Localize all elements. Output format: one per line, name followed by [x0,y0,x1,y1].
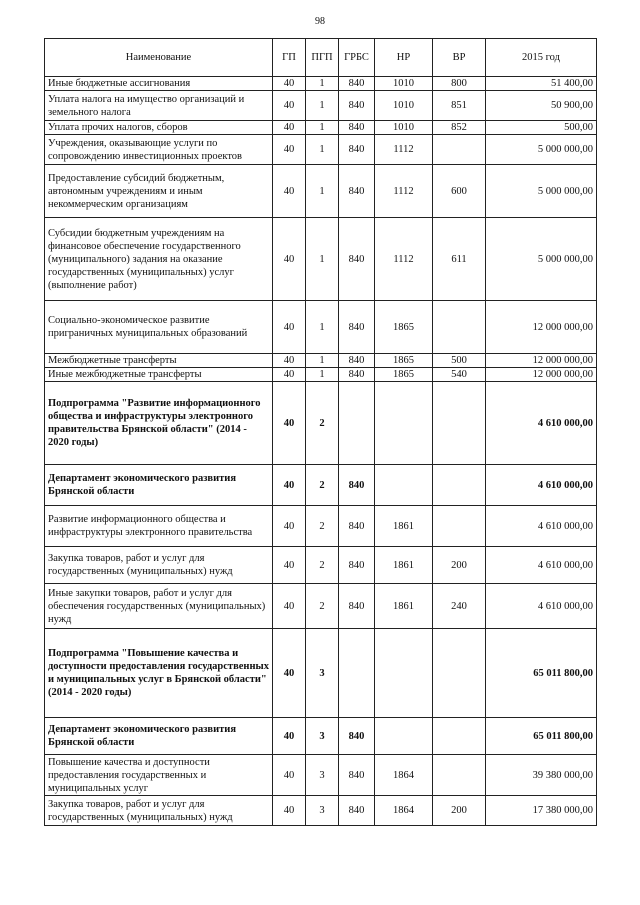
cell-pgp: 1 [306,165,339,218]
cell-gp: 40 [273,718,306,755]
cell-gp: 40 [273,584,306,629]
cell-pgp: 2 [306,506,339,547]
cell-gp: 40 [273,755,306,796]
cell-nr [375,629,433,718]
cell-grbs: 840 [339,77,375,91]
cell-vr [433,135,486,165]
cell-nr: 1010 [375,77,433,91]
cell-pgp: 1 [306,354,339,368]
cell-grbs: 840 [339,465,375,506]
cell-name: Повышение качества и доступности предоставления государственных и муниципальных услуг [45,755,273,796]
cell-grbs [339,629,375,718]
cell-amount: 4 610 000,00 [486,547,597,584]
cell-vr: 851 [433,91,486,121]
cell-amount: 4 610 000,00 [486,465,597,506]
table-row [45,354,597,368]
cell-vr [433,506,486,547]
cell-name: Иные закупки товаров, работ и услуг для обеспечения государственных (муниципальных) нужд [45,584,273,629]
cell-amount: 12 000 000,00 [486,354,597,368]
cell-grbs: 840 [339,506,375,547]
cell-pgp: 3 [306,796,339,826]
cell-pgp: 2 [306,382,339,465]
cell-nr [375,382,433,465]
cell-amount: 65 011 800,00 [486,718,597,755]
cell-grbs: 840 [339,218,375,301]
table-row [45,506,597,547]
table-row [45,382,597,465]
cell-vr: 852 [433,121,486,135]
cell-vr [433,755,486,796]
cell-gp: 40 [273,218,306,301]
table-header [45,39,597,77]
cell-vr [433,382,486,465]
cell-name: Учреждения, оказывающие услуги по сопровождению инвестиционных проектов [45,135,273,165]
cell-pgp: 1 [306,135,339,165]
cell-amount: 4 610 000,00 [486,382,597,465]
cell-amount: 12 000 000,00 [486,301,597,354]
cell-gp: 40 [273,77,306,91]
cell-name: Подпрограмма "Повышение качества и доступности предоставления государственных и муниципальных услуг в Брянской области" (2014 - 2020 годы) [45,629,273,718]
header-year: 2015 год [486,39,597,77]
cell-name: Субсидии бюджетным учреждениям на финансовое обеспечение государственного (муниципального) задания на оказание государственных (муниципальных) услуг (выполнение работ) [45,218,273,301]
budget-table [44,38,597,826]
cell-name: Департамент экономического развития Брянской области [45,465,273,506]
cell-nr: 1010 [375,121,433,135]
cell-amount: 5 000 000,00 [486,218,597,301]
cell-pgp: 2 [306,547,339,584]
header-nr: НР [375,39,433,77]
cell-pgp: 3 [306,755,339,796]
cell-name: Закупка товаров, работ и услуг для государственных (муниципальных) нужд [45,547,273,584]
cell-amount: 39 380 000,00 [486,755,597,796]
cell-grbs: 840 [339,547,375,584]
cell-gp: 40 [273,368,306,382]
cell-name: Уплата налога на имущество организаций и земельного налога [45,91,273,121]
cell-vr: 200 [433,796,486,826]
cell-name: Закупка товаров, работ и услуг для государственных (муниципальных) нужд [45,796,273,826]
cell-amount: 4 610 000,00 [486,506,597,547]
cell-gp: 40 [273,121,306,135]
cell-vr: 240 [433,584,486,629]
cell-vr: 540 [433,368,486,382]
table-row [45,629,597,718]
table-row [45,91,597,121]
table-row [45,77,597,91]
table-row [45,165,597,218]
cell-nr: 1112 [375,135,433,165]
header-grbs: ГРБС [339,39,375,77]
cell-name: Иные межбюджетные трансферты [45,368,273,382]
cell-name: Иные бюджетные ассигнования [45,77,273,91]
cell-pgp: 2 [306,465,339,506]
cell-gp: 40 [273,301,306,354]
cell-amount: 4 610 000,00 [486,584,597,629]
cell-vr: 800 [433,77,486,91]
cell-pgp: 1 [306,368,339,382]
cell-gp: 40 [273,91,306,121]
cell-nr: 1861 [375,506,433,547]
cell-vr: 500 [433,354,486,368]
cell-amount: 50 900,00 [486,91,597,121]
cell-amount: 5 000 000,00 [486,165,597,218]
cell-amount: 500,00 [486,121,597,135]
table-row [45,584,597,629]
table-row [45,121,597,135]
cell-vr: 611 [433,218,486,301]
cell-pgp: 3 [306,629,339,718]
cell-grbs [339,382,375,465]
cell-nr: 1010 [375,91,433,121]
cell-nr: 1865 [375,368,433,382]
cell-pgp: 1 [306,301,339,354]
cell-vr: 200 [433,547,486,584]
table-row [45,547,597,584]
cell-vr [433,465,486,506]
cell-amount: 5 000 000,00 [486,135,597,165]
cell-nr: 1865 [375,301,433,354]
cell-nr: 1864 [375,755,433,796]
cell-gp: 40 [273,354,306,368]
table-row [45,718,597,755]
table-row [45,796,597,826]
cell-name: Подпрограмма "Развитие информационного общества и инфраструктуры электронного правительства Брянской области" (2014 - 2020 годы) [45,382,273,465]
cell-amount: 12 000 000,00 [486,368,597,382]
cell-gp: 40 [273,382,306,465]
cell-grbs: 840 [339,121,375,135]
table-row [45,301,597,354]
cell-name: Департамент экономического развития Брянской области [45,718,273,755]
table-row [45,465,597,506]
cell-nr: 1112 [375,165,433,218]
cell-grbs: 840 [339,91,375,121]
cell-gp: 40 [273,629,306,718]
cell-nr [375,465,433,506]
table-row [45,368,597,382]
cell-gp: 40 [273,135,306,165]
header-vr: ВР [433,39,486,77]
cell-nr: 1861 [375,547,433,584]
cell-gp: 40 [273,547,306,584]
cell-pgp: 1 [306,77,339,91]
cell-nr: 1861 [375,584,433,629]
cell-pgp: 3 [306,718,339,755]
cell-pgp: 2 [306,584,339,629]
cell-grbs: 840 [339,755,375,796]
cell-vr [433,301,486,354]
cell-amount: 17 380 000,00 [486,796,597,826]
cell-grbs: 840 [339,796,375,826]
cell-name: Предоставление субсидий бюджетным, автономным учреждениям и иным некоммерческим организациям [45,165,273,218]
table-row [45,135,597,165]
cell-grbs: 840 [339,354,375,368]
header-name: Наименование [45,39,273,77]
cell-vr: 600 [433,165,486,218]
cell-grbs: 840 [339,584,375,629]
header-pgp: ПГП [306,39,339,77]
cell-amount: 51 400,00 [486,77,597,91]
cell-nr [375,718,433,755]
cell-gp: 40 [273,506,306,547]
cell-gp: 40 [273,165,306,218]
table-row [45,218,597,301]
cell-grbs: 840 [339,368,375,382]
cell-nr: 1865 [375,354,433,368]
cell-nr: 1864 [375,796,433,826]
cell-name: Развитие информационного общества и инфраструктуры электронного правительства [45,506,273,547]
cell-name: Межбюджетные трансферты [45,354,273,368]
cell-name: Социально-экономическое развитие приграничных муниципальных образований [45,301,273,354]
cell-grbs: 840 [339,135,375,165]
page-number: 98 [315,16,325,27]
cell-grbs: 840 [339,165,375,218]
header-gp: ГП [273,39,306,77]
cell-grbs: 840 [339,718,375,755]
cell-pgp: 1 [306,218,339,301]
cell-gp: 40 [273,796,306,826]
cell-nr: 1112 [375,218,433,301]
cell-pgp: 1 [306,121,339,135]
cell-gp: 40 [273,465,306,506]
table-row [45,755,597,796]
cell-grbs: 840 [339,301,375,354]
cell-vr [433,629,486,718]
cell-amount: 65 011 800,00 [486,629,597,718]
cell-name: Уплата прочих налогов, сборов [45,121,273,135]
cell-vr [433,718,486,755]
cell-pgp: 1 [306,91,339,121]
